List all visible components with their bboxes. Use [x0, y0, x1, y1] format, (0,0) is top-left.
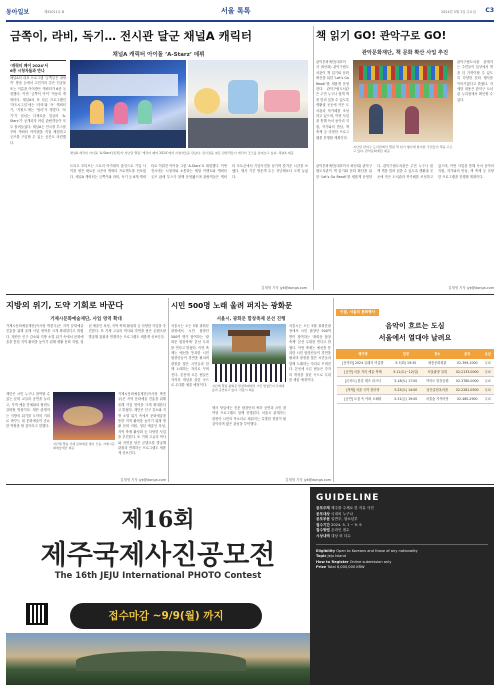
cell: [공연] 도심 속 야외 오페라	[337, 395, 390, 404]
guide-key: How to Register	[316, 559, 349, 564]
body-col1: 서울시는 오는 5월 광화문광장에서 시민 합창단 500여 명이 참여하는 ‘광화문 합창축제’ 본선 무대를 연다고 밝혔다. 이번 축제는 예선을 통과한 시민 합창단들이 경연을 펼치며 광장을 찾은 시민들과 함께 노래하는 자리로 꾸며진다. 본선에 오른 팀들은 각자의 개성을 살린 곡으로 무대를 채울 예정이다.	[171, 324, 209, 388]
ad-title: 제16회	[121, 507, 195, 533]
table-row	[337, 395, 494, 404]
guide-key: 접수기간	[316, 522, 330, 527]
photo-caption: 지난해 열린 광화문 합창축제에서 시민 합창단이 무대에 올라 공연하고 있다. 서울시 제공	[212, 384, 285, 393]
ad-jeju-photo-contest	[6, 487, 494, 685]
ad-left-panel	[6, 487, 310, 685]
col-header: 장소	[422, 350, 452, 359]
cell: 02-2261-0500	[452, 386, 482, 395]
col-header: 요금	[482, 350, 493, 359]
headline: 책 읽기 GO! 관악구로 GO!	[316, 30, 447, 42]
cell: 무료	[482, 395, 493, 404]
byline: 김재영 기자 jyk@donga.com	[120, 478, 166, 482]
page-number: C3	[485, 7, 494, 14]
cell: 서울숲 가족마당	[422, 395, 452, 404]
guide-value: 일반부, 청소년부	[331, 517, 358, 522]
cell: 02-460-2900	[452, 395, 482, 404]
cell: [공연] 서울 거리 예술 축제	[337, 368, 390, 377]
guide-value: 제주를 주제로 한 자유 사진	[331, 506, 374, 510]
events-tag: 이달, 서울의 문화행사	[336, 309, 379, 316]
event-photo-left	[70, 60, 186, 148]
cell: 5.31(금) 19:00	[389, 395, 422, 404]
guideline-row	[316, 534, 488, 540]
divider-vertical-top	[313, 26, 314, 290]
cell: 02-399-1000	[452, 359, 482, 368]
subheadline: 거제시문화예술재단, 사업 영역 확대	[50, 317, 122, 322]
guide-value: Total 6,000,000 KRW	[327, 565, 365, 570]
deadline-button[interactable]: 접수마감 ~9/9(월) 까지	[70, 603, 262, 629]
headline: 음악이 흐르는 도심	[385, 322, 445, 330]
divider-vertical-3	[333, 298, 334, 482]
subheadline: 채널A 캐릭터 아이돌 ‘A-Starz’ 데뷔	[112, 52, 205, 58]
guide-key: 공모부문	[316, 517, 330, 522]
byline: 김재영 기자 jyk@donga.com	[448, 286, 494, 290]
cell: 5.25(토) 14:00	[389, 386, 422, 395]
guide-key: Topic	[316, 554, 327, 559]
body-col3: 관악문화재단(대표이사 최선희) 관악구립도서관이 책 읽기와 문화 확산을 위한 ‘Let’s Go Read!’를 새롭게 운영한다. 관악구립도서관은 주민 누구나 쉽게 책을 빌려 읽을 수 있도록 생활권 곳곳에 작은 도서관과 북카페를 조성하고 있으며, 이번 사업을 통해 독서 동아리 지원, 작가와의 만남, 책 축제 등 다양한 프로그램을 진행할 계획이다.	[316, 164, 494, 179]
guideline-title: GUIDELINE	[316, 493, 380, 503]
body-col2: 행사 당일에는 전문 합창단의 축하 공연과 시민 참여형 프로그램도 함께 진행된다. 서울시 관계자는 광장이 시민의 목소리로 채워지는 특별한 경험이 될 것이라며 많은 관심을 부탁했다.	[212, 406, 286, 427]
ad-guideline-panel	[310, 487, 494, 685]
body-col1: 관악문화재단(대표이사 최선희) 관악구립도서관이 책 읽기와 문화 확산을 위한 ‘Let’s Go Read!’를 새롭게 운영한다. 관악구립도서관은 주민 누구나 쉽게 책을 빌려 읽을 수 있도록 생활권 곳곳에 작은 도서관과 북카페를 조성하고 있으며, 이번 사업을 통해 독서 동아리 지원, 작가와의 만남, 책 축제 등 다양한 프로그램을 진행할 계획이다.	[316, 60, 349, 140]
library-photo	[353, 60, 453, 142]
cell: 여의도 한강공원	[422, 377, 452, 386]
cell: [음악회] 2024 클래식 여름밤	[337, 359, 390, 368]
table-row	[337, 386, 494, 395]
divider-horizontal-2	[6, 484, 494, 485]
headline: 시민 500명 노래 울려 퍼지는 광화문	[171, 301, 293, 310]
article-characters	[6, 24, 311, 292]
festival-photo	[53, 392, 115, 440]
body-col1: 채널A의 대표 프로그램 ‘금쪽같은 내새끼’ 방송 등에서 고민거리 같은 인공물 또는 이름을 이어받은 캐릭터가 6종 등장했다. 이번 ‘금쪽이 아이’ 아동의 캐릭터다. 채널A의 또 다른 프로그램인 ‘하트시그널’에는 ‘라비’와 ‘독’ 캐릭터가, ‘지원도’에는 ‘엄마’가 생겼다. ‘독기’가 넘치는 다채로운 얼굴의 ‘A-Starz’가 공개되자 어린 관람객들이 모두 몰려들었다. 채널A는 전시장 부스를 꾸며 캐릭터 아이템을 직접 체험하고 굿즈를 구입할 수 있는 공간도 마련했다.	[10, 76, 66, 145]
article-reading	[316, 24, 494, 292]
cell: 5.18(토) 17:00	[389, 377, 422, 386]
section-title: 서울 톡톡	[221, 7, 251, 15]
body-col3: 서울시는 오는 5월 광화문광장에서 시민 합창단 500여 명이 참여하는 ‘광화문 합창축제’ 본선 무대를 연다고 밝혔다. 이번 축제는 예선을 통과한 시민 합창단들이 경연을 펼치며 광장을 찾은 시민들과 함께 노래하는 자리로 꾸며진다. 본선에 오른 팀들은 각자의 개성을 살린 곡으로 무대를 채울 예정이다.	[289, 324, 331, 383]
guide-key: 시상내역	[316, 533, 330, 538]
cell: 서울광장 일대	[422, 368, 452, 377]
guide-key: Eligibility	[316, 548, 336, 553]
cell: 무료	[482, 377, 493, 386]
choir-photo	[212, 324, 286, 382]
cell: 세종문화회관	[422, 359, 452, 368]
photo-caption: 지난해 열린 거제 문화예술 행사 모습. 거제시문화예술재단 제공	[53, 442, 115, 451]
highlight-label-2: 6종 시청자들과 만나	[10, 68, 45, 73]
cell: 무료	[482, 359, 493, 368]
guideline-en-row	[316, 565, 488, 571]
headline: 금쪽이, 라비, 독기… 전시관 달군 채널A 캐릭터	[10, 29, 253, 43]
article-geoje	[6, 298, 166, 482]
highlight-label: ‘캐릭터 페어 2024’서	[10, 63, 49, 68]
ad-qr-icon	[26, 603, 48, 625]
article-events	[336, 298, 494, 482]
events-table	[336, 349, 494, 404]
masthead	[6, 6, 494, 20]
guide-value: Open to Koreans and those of any nationality	[336, 548, 418, 553]
cell: 5.7(화) 19:30	[389, 359, 422, 368]
issue-number: 제32011호 B	[44, 10, 65, 14]
cell: 5.11(토)~12(일)	[389, 368, 422, 377]
article-choir	[171, 298, 331, 482]
body-col1: 거제시문화예술재단(이사장 박종우)은 지역 문화예술 진흥을 위해 올해 사업 영역을 크게 확대한다고 밝혔다. 재단은 인구 감소와 지방 소멸 위기 속에서 문화예술을 통한 지역 활력을 높이기 위해 생활 문화 지원, 청년 예술인 육성, 지역 축제 활성화 등 다양한 사업을 추진한다. 또 거제 고유의 역사와 자연을 담은 콘텐츠를 발굴해 관광과 연계하는 프로그램도 새롭게 선보인다.	[6, 324, 166, 345]
divider-vertical-2	[168, 298, 169, 482]
guide-value: Jeju Island	[327, 554, 346, 559]
guide-value: 대상 외 다수	[331, 533, 351, 538]
body-col2: 트리오 모티브는 스토리 아카데미 출신으로 기업 사이를 엮은 새로운 시즌의 캐릭터 프로젝트를 선보였다. 채널A 캐릭터는 금쪽이와 라비, 독기 등 6개 캐릭터로 이뤄진 아이돌 그룹 ‘A-Starz’로 데뷔했다. 이번 전시에는 시청자와 소통하는 체험 이벤트와 캐릭터 굿즈 판매 부스가 함께 운영됐으며 관람객들은 캐릭터 포토존에서 기념사진을 남기며 즐거운 시간을 보냈다. 행사 기간 방문객 수는 지난해보다 크게 늘었다.	[70, 164, 308, 179]
byline: 김재영 기자 jyk@donga.com	[285, 478, 331, 482]
body-col2: 관악구립도서관 관계자는 주민들이 일상에서 책을 더 가까이할 수 있도록 다양한 문화 행사를 이어가겠다고 밝혔다. 자세한 내용은 관악구 도서관 누리집에서 확인할 수 있다.	[457, 60, 493, 102]
highlight-box	[10, 60, 66, 76]
cell: 02-3780-0000	[452, 377, 482, 386]
col-header: 문의	[452, 350, 482, 359]
guide-key: 공모대상	[316, 511, 330, 516]
ad-landscape-photo	[6, 633, 310, 685]
body-col2: 재단은 시민 누구나 참여할 수 있는 문화 교실과 공연을 늘리고, 지역 예술 단체와의 협력도 강화할 방침이다. 재단 관계자는 지방의 위기를 도약의 기회로 바꾸는 데 문화예술이 중요한 역할을 할 것이라고 말했다.	[6, 392, 50, 429]
paper-logo: 동아일보	[6, 9, 30, 16]
event-photo-right	[188, 60, 308, 148]
guide-key: 공모주제	[316, 506, 330, 510]
guide-value: 2024. 5. 1 ~ 9. 9	[331, 522, 362, 527]
col-header: 일정	[389, 350, 422, 359]
body-col3: 거제시문화예술재단(이사장 박종우)은 지역 문화예술 진흥을 위해 올해 사업 영역을 크게 확대한다고 밝혔다. 재단은 인구 감소와 지방 소멸 위기 속에서 문화예술을 통한 지역 활력을 높이기 위해 생활 문화 지원, 청년 예술인 육성, 지역 축제 활성화 등 다양한 사업을 추진한다. 또 거제 고유의 역사와 자연을 담은 콘텐츠를 발굴해 관광과 연계하는 프로그램도 새롭게 선보인다.	[118, 392, 166, 456]
guide-key: Prize	[316, 565, 327, 570]
divider-horizontal-1	[6, 294, 494, 295]
guide-value: 온라인 접수	[331, 528, 350, 533]
photo-caption: 채널A 캐릭터 아이돌 ‘A-Starz’(왼쪽)가 지난달 열린 ‘캐릭터 페어 2024’에서 시청자들을 만났다. 전시장을 찾은 관람객들이 캐릭터 굿즈를 살펴보고 있다. 채널A 제공	[70, 151, 294, 155]
subheadline: 서울시, 광화문 합창축제 본선 진행	[216, 317, 286, 322]
ad-english-title: The 16th JEJU International PHOTO Contest	[54, 571, 262, 581]
subheadline: 관악문화재단, 책 문화 확산 사업 추진	[361, 50, 449, 56]
cell: 무료	[482, 368, 493, 377]
cell: 02-2133-0000	[452, 368, 482, 377]
table-row	[337, 359, 494, 368]
guide-value: 국내외 누구나	[331, 511, 354, 516]
table-row	[337, 368, 494, 377]
table-row	[337, 377, 494, 386]
cell: [콘서트] 한강 재즈 피크닉	[337, 377, 390, 386]
masthead-rule	[6, 20, 494, 22]
ad-title-2: 제주국제사진공모전	[40, 540, 276, 571]
issue-date: 2024년 5월 1일 수요일	[441, 10, 476, 14]
cell: 무료	[482, 386, 493, 395]
cell: 남산골한옥마을	[422, 386, 452, 395]
guide-value: Online submission only	[349, 559, 392, 564]
byline: 김재영 기자 jyk@donga.com	[261, 286, 307, 290]
headline: 지방의 위기, 도약 기회로 바꾼다	[6, 300, 124, 310]
photo-caption: 지난달 관악구 도서관에서 열린 책 읽기 행사에 참여한 주민들이 책을 고르고 있다. 관악문화재단 제공	[353, 145, 453, 154]
cell: [축제] 서울 국악 한마당	[337, 386, 390, 395]
guide-key: 접수방법	[316, 528, 330, 533]
headline-2: 서울에서 열대야 날려요	[378, 334, 452, 342]
col-header: 행사명	[337, 350, 390, 359]
